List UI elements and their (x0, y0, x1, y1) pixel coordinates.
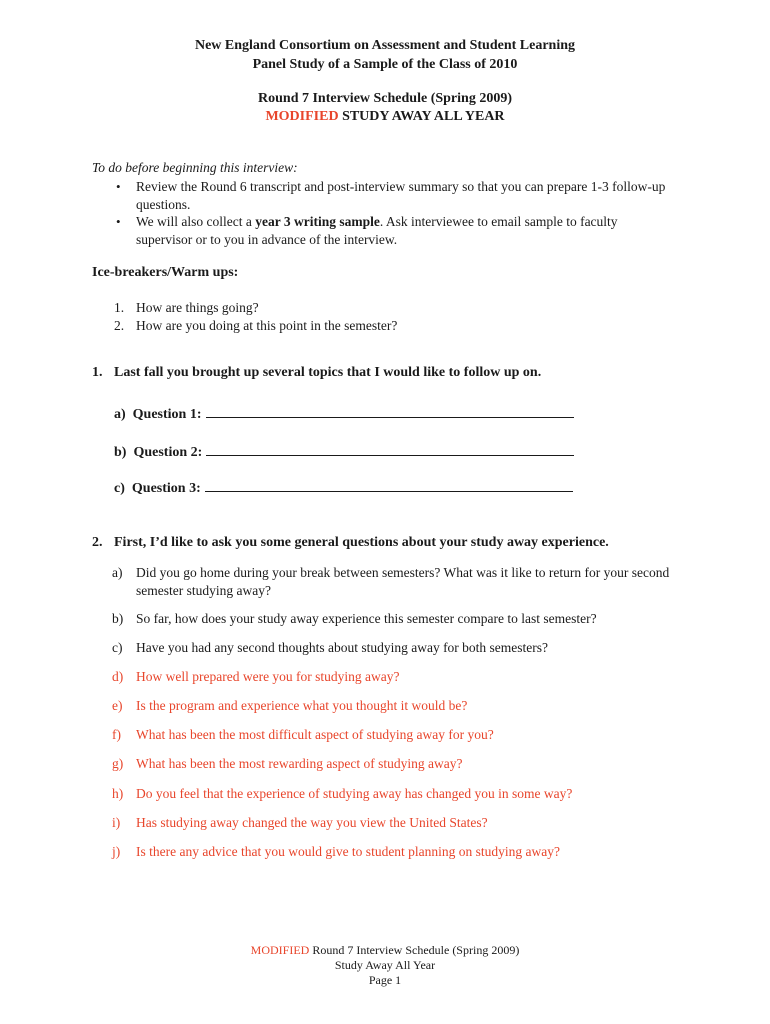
item-text: Is the program and experience what you thought it would be? (136, 698, 468, 713)
section2-heading: First, I’d like to ask you some general questions about your study away experience. (114, 535, 609, 550)
item-label: e) (112, 698, 123, 713)
question-row (114, 441, 574, 461)
doc-title-line2: Panel Study of a Sample of the Class of 2010 (252, 57, 518, 72)
item-label: f) (112, 727, 121, 742)
answer-line[interactable] (206, 403, 574, 418)
item-label: i) (112, 815, 121, 830)
intro-bullet-1-text: Review the Round 6 transcript and post-interview summary so that you can prepare 1-3 follow-up questions. (136, 179, 666, 212)
icebreaker-num: 1. (114, 300, 125, 315)
item-label: h) (112, 786, 124, 801)
intro-bullet-2-text (136, 213, 666, 249)
item-label: c) (112, 640, 123, 655)
item-text: What has been the most rewarding aspect of studying away? (136, 756, 463, 771)
question-row (114, 403, 574, 423)
item-label: a) (112, 565, 123, 580)
doc-title-line1: New England Consortium on Assessment and Student Learning (194, 38, 576, 53)
doc-title-line4 (0, 109, 770, 125)
list-item (0, 564, 770, 600)
question-label: c) (114, 481, 125, 496)
footer-line1 (0, 943, 770, 958)
footer-line2: Study Away All Year (334, 958, 436, 972)
bullet-icon: • (116, 179, 121, 194)
item-text: How well prepared were you for studying away? (136, 669, 400, 684)
icebreaker-text: How are things going? (136, 300, 259, 315)
intro-heading: To do before beginning this interview: (92, 160, 298, 175)
question-text: Question 1: (132, 407, 202, 422)
section1-heading: Last fall you brought up several topics that I would like to follow up on. (114, 365, 542, 380)
answer-line[interactable] (206, 441, 574, 456)
study-away-label: STUDY AWAY ALL YEAR (338, 109, 505, 124)
item-label: g) (112, 756, 124, 771)
bullet-icon: • (116, 214, 121, 229)
item-text: Have you had any second thoughts about studying away for both semesters? (136, 640, 549, 655)
question-label: a) (114, 407, 126, 422)
item-text: What has been the most difficult aspect of studying away for you? (136, 727, 494, 742)
writing-sample-emphasis: year 3 writing sample (255, 214, 380, 229)
item-label: d) (112, 669, 124, 684)
footer-modified-label: MODIFIED (250, 943, 310, 957)
page-number: Page 1 (368, 973, 402, 987)
section1-number: 1. (92, 365, 103, 380)
question-text: Question 2: (133, 445, 203, 460)
modified-label: MODIFIED (265, 109, 339, 124)
icebreaker-num: 2. (114, 318, 125, 333)
bullet-2-pre: We will also collect a (136, 214, 256, 229)
doc-title-line3: Round 7 Interview Schedule (Spring 2009) (258, 91, 512, 106)
item-text: Has studying away changed the way you view the United States? (136, 815, 488, 830)
question-row (114, 477, 573, 497)
answer-line[interactable] (205, 477, 573, 492)
item-label: b) (112, 611, 124, 626)
question-label: b) (114, 445, 127, 460)
item-text: Is there any advice that you would give to student planning on studying away? (136, 844, 561, 859)
item-text: So far, how does your study away experience this semester compare to last semester? (136, 611, 597, 626)
question-text: Question 3: (131, 481, 201, 496)
bullet-2-post: . Ask interviewee to email sample to faculty supervisor or to you in advance of the interview. (136, 214, 618, 247)
section2-number: 2. (92, 535, 103, 550)
item-text: Did you go home during your break between semesters? What was it like to return for your second semester studying away? (136, 565, 670, 598)
icebreaker-text: How are you doing at this point in the semester? (136, 318, 398, 333)
footer-schedule-label: Round 7 Interview Schedule (Spring 2009) (309, 943, 520, 957)
item-text: Do you feel that the experience of studying away has changed you in some way? (136, 786, 573, 801)
icebreakers-heading: Ice-breakers/Warm ups: (92, 265, 239, 280)
item-label: j) (112, 844, 121, 859)
